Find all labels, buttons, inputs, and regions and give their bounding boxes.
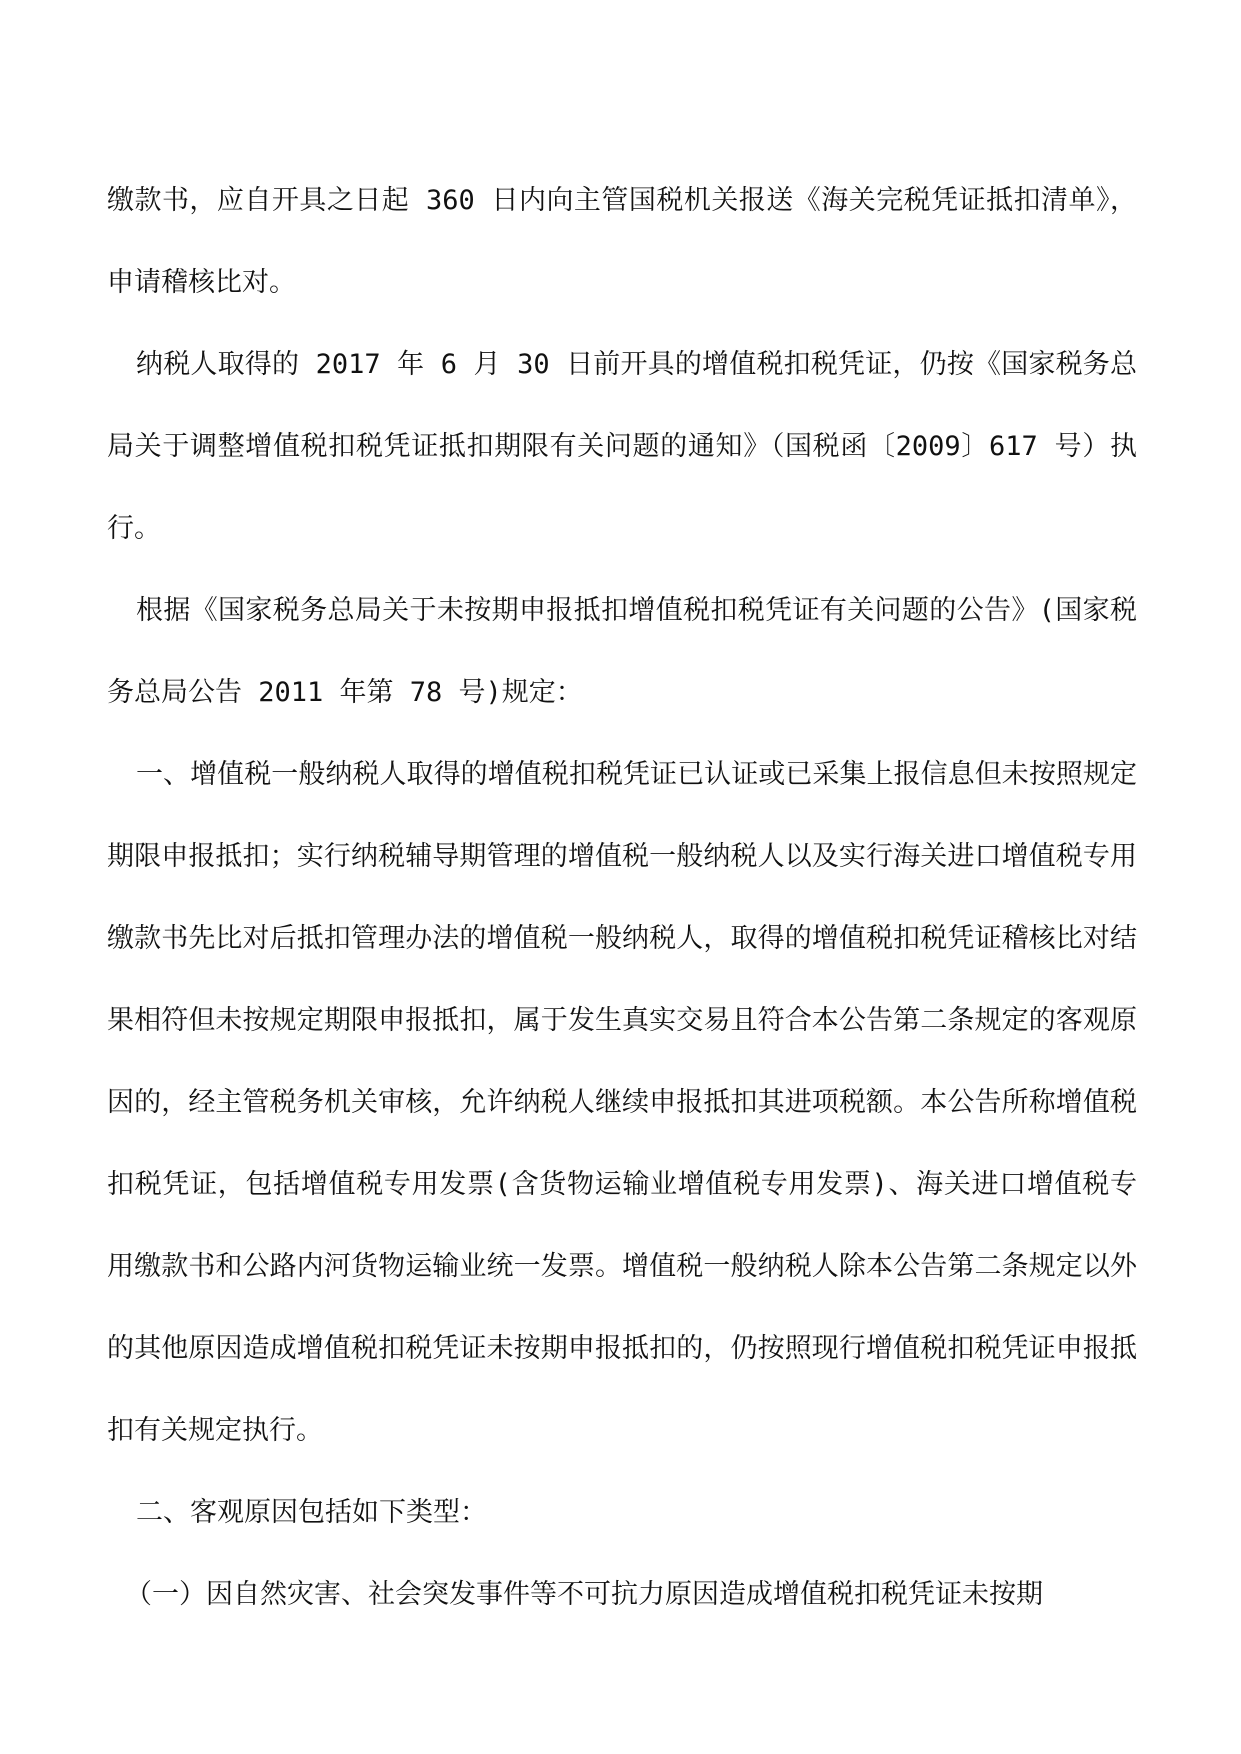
- paragraph-item-two: 二、客观原因包括如下类型：: [136, 1497, 487, 1528]
- document-body: [107, 160, 1137, 1636]
- paragraph-announcement-reference: 根据《国家税务总局关于未按期申报抵扣增值税扣税凭证有关问题的公告》(国家税务总局公告 2011 年第 78 号)规定：: [107, 595, 1137, 708]
- paragraph-deduction-period: 纳税人取得的 2017 年 6 月 30 日前开具的增值税扣税凭证，仍按《国家税务总局关于调整增值税扣税凭证抵扣期限有关问题的通知》（国税函〔2009〕617 号）执行。: [107, 349, 1137, 544]
- paragraph-continuation: 缴款书，应自开具之日起 360 日内向主管国税机关报送《海关完税凭证抵扣清单》，申请稽核比对。: [107, 185, 1137, 298]
- paragraph-item-one: 一、增值税一般纳税人取得的增值税扣税凭证已认证或已采集上报信息但未按照规定期限申报抵扣；实行纳税辅导期管理的增值税一般纳税人以及实行海关进口增值税专用缴款书先比对后抵扣管理办法的增值税一般纳税人，取得的增值税扣税凭证稽核比对结果相符但未按规定期限申报抵扣，属于发生真实交易且符合本公告第二条规定的客观原因的，经主管税务机关审核，允许纳税人继续申报抵扣其进项税额。本公告所称增值税扣税凭证，包括增值税专用发票(含货物运输业增值税专用发票)、海关进口增值税专用缴款书和公路内河货物运输业统一发票。增值税一般纳税人除本公告第二条规定以外的其他原因造成增值税扣税凭证未按期申报抵扣的，仍按照现行增值税扣税凭证申报抵扣有关规定执行。: [107, 759, 1137, 1446]
- paragraph-sub-item-one: （一）因自然灾害、社会突发事件等不可抗力原因造成增值税扣税凭证未按期: [125, 1579, 1043, 1610]
